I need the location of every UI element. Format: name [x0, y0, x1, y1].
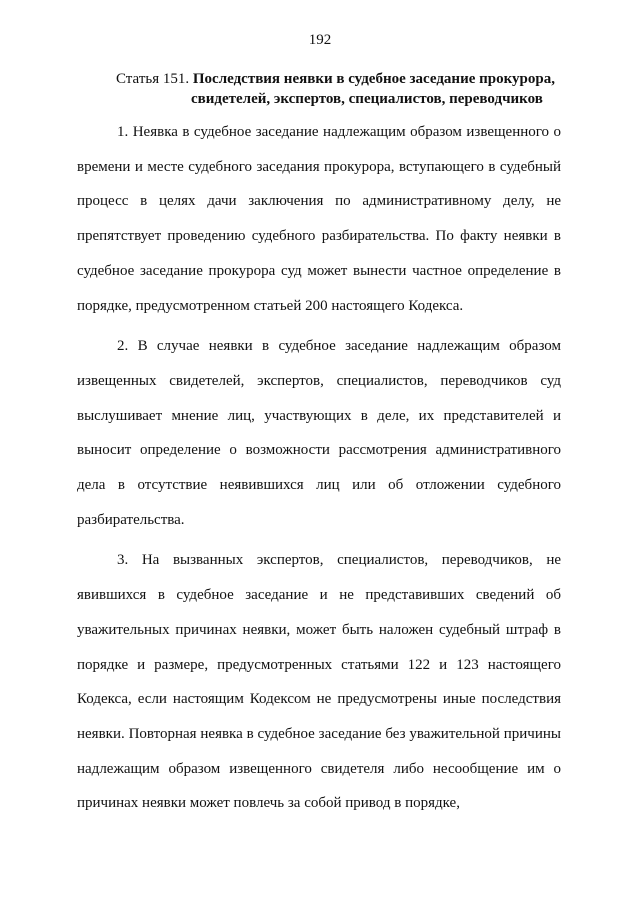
page-number: 192 — [308, 32, 332, 48]
article-label: Статья 151. — [116, 71, 190, 87]
paragraph-1: 1. Неявка в судебное заседание надлежащим образом извещенного о времени и месте судебного заседания прокурора, вступающего в судебный процесс в целях дачи заключения по административному делу, не препятствует проведению судебного разбирательства. По факту неявки в судебное заседание прокурора суд может вынести частное определение в порядке, предусмотренном статьей 200 настоящего Кодекса. — [77, 124, 561, 314]
article-title-line-2: свидетелей, экспертов, специалистов, переводчиков — [191, 91, 543, 107]
article-heading-line-1 — [116, 69, 586, 89]
article-title-line-1: Последствия неявки в судебное заседание прокурора, — [192, 71, 555, 87]
paragraph-3: 3. На вызванных экспертов, специалистов, переводчиков, не явившихся в судебное заседание и не представивших сведений об уважительных причинах неявки, может быть наложен судебный штраф в порядке и размере, предусмотренных статьями 122 и 123 настоящего Кодекса, если настоящим Кодексом не предусмотрены иные последствия неявки. Повторная неявка в судебное заседание без уважительной причины надлежащим образом извещенного свидетеля либо несообщение им о причинах неявки может повлечь за собой привод в порядке, — [77, 552, 561, 812]
article-body — [77, 115, 561, 827]
paragraph-2: 2. В случае неявки в судебное заседание надлежащим образом извещенных свидетелей, экспертов, специалистов, переводчиков суд выслушивает мнение лиц, участвующих в деле, их представителей и выносит определение о возможности рассмотрения административного дела в отсутствие неявившихся лиц или об отложении судебного разбирательства. — [77, 338, 561, 528]
article-heading — [116, 69, 586, 109]
